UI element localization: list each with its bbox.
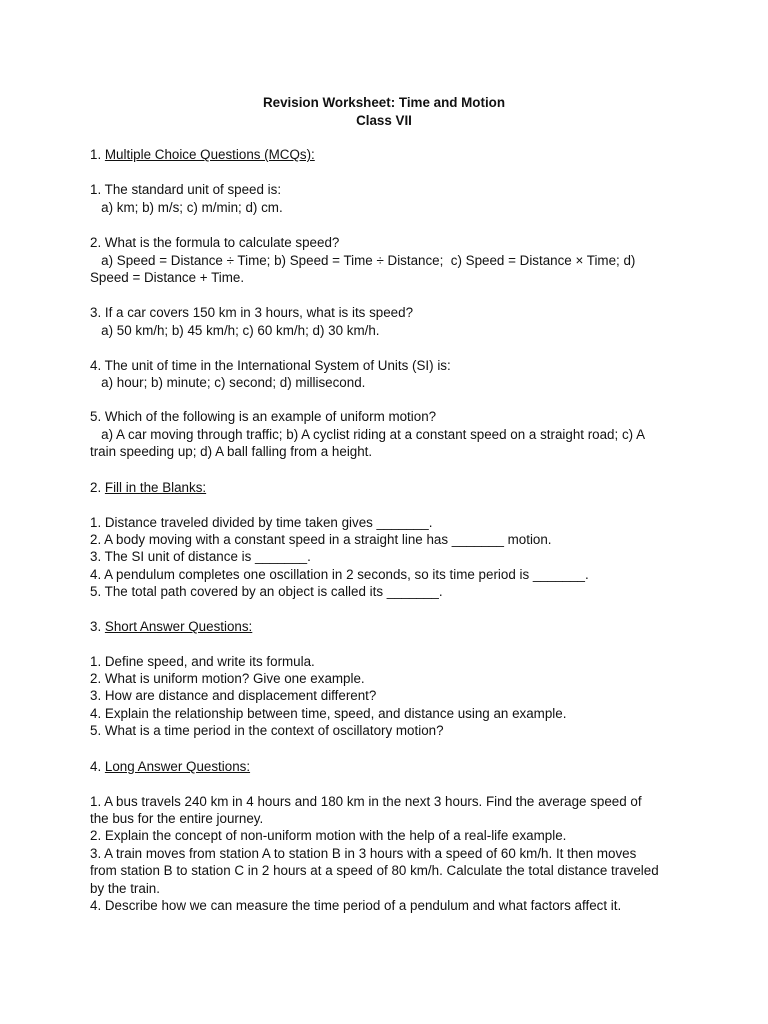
section-heading-short-answer	[90, 618, 252, 635]
question-line: 2. What is uniform motion? Give one example.	[90, 671, 365, 686]
question-line: 2. Explain the concept of non-uniform motion with the help of a real-life example.	[90, 828, 567, 843]
answer-options-line: a) 50 km/h; b) 45 km/h; c) 60 km/h; d) 30 km/h.	[90, 323, 380, 338]
question-line: from station B to station C in 2 hours at a speed of 80 km/h. Calculate the total distance traveled	[90, 863, 659, 878]
question-line: 3. If a car covers 150 km in 3 hours, what is its speed?	[90, 305, 414, 320]
question-line: 1. A bus travels 240 km in 4 hours and 180 km in the next 3 hours. Find the average speed of	[90, 794, 642, 809]
section-number: 1.	[90, 147, 102, 162]
section-title: Short Answer Questions:	[104, 619, 253, 634]
section-heading-fill-blanks	[90, 479, 206, 496]
question-line: 1. Define speed, and write its formula.	[90, 654, 315, 669]
question-line: 2. A body moving with a constant speed in a straight line has _______ motion.	[90, 532, 552, 547]
section-title: Multiple Choice Questions (MCQs):	[104, 147, 315, 162]
answer-options-line: a) Speed = Distance ÷ Time; b) Speed = Time ÷ Distance; c) Speed = Distance × Time; d)	[90, 253, 636, 268]
section-title: Fill in the Blanks:	[104, 480, 207, 495]
question-line: 3. The SI unit of distance is _______.	[90, 549, 311, 564]
answer-options-line: a) A car moving through traffic; b) A cyclist riding at a constant speed on a straight road; c) A	[90, 427, 646, 442]
question-line: 4. A pendulum completes one oscillation in 2 seconds, so its time period is _______.	[90, 567, 589, 582]
worksheet-class: Class VII	[356, 113, 412, 128]
answer-options-line: a) km; b) m/s; c) m/min; d) cm.	[90, 200, 283, 215]
question-line: 1. The standard unit of speed is:	[90, 182, 282, 197]
question-line: 1. Distance traveled divided by time taken gives _______.	[90, 515, 433, 530]
question-line: 2. What is the formula to calculate speed?	[90, 235, 340, 250]
section-title: Long Answer Questions:	[104, 759, 251, 774]
answer-options-line: Speed = Distance + Time.	[90, 270, 245, 285]
worksheet-title: Revision Worksheet: Time and Motion	[262, 95, 506, 110]
question-line: 3. A train moves from station A to station B in 3 hours with a speed of 60 km/h. It then moves	[90, 846, 637, 861]
question-line: the bus for the entire journey.	[90, 811, 264, 826]
section-number: 3.	[90, 619, 102, 634]
section-heading-mcq	[90, 146, 315, 163]
answer-options-line: a) hour; b) minute; c) second; d) millisecond.	[90, 375, 366, 390]
question-line: 5. Which of the following is an example of uniform motion?	[90, 409, 437, 424]
section-number: 2.	[90, 480, 102, 495]
question-line: 4. The unit of time in the International System of Units (SI) is:	[90, 358, 451, 373]
section-number: 4.	[90, 759, 102, 774]
section-heading-long-answer	[90, 758, 250, 775]
answer-options-line: train speeding up; d) A ball falling from a height.	[90, 444, 373, 459]
question-line: by the train.	[90, 881, 160, 896]
question-line: 4. Describe how we can measure the time period of a pendulum and what factors affect it.	[90, 898, 622, 913]
question-line: 5. What is a time period in the context of oscillatory motion?	[90, 723, 444, 738]
question-line: 3. How are distance and displacement different?	[90, 688, 377, 703]
question-line: 4. Explain the relationship between time, speed, and distance using an example.	[90, 706, 567, 721]
question-line: 5. The total path covered by an object is called its _______.	[90, 584, 443, 599]
